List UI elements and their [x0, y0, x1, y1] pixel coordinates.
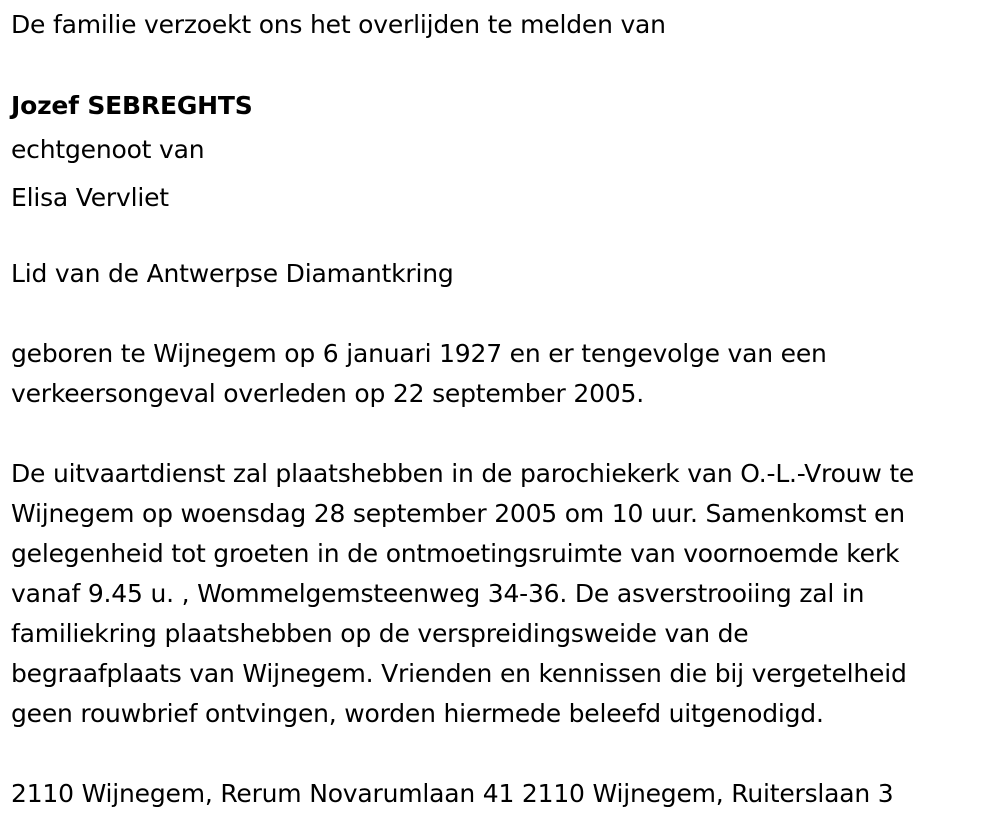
paragraph-line: geboren te Wijnegem op 6 januari 1927 en er tengevolge van een [11, 339, 827, 368]
paragraph-line: verkeersongeval overleden op 22 september 2005. [11, 379, 644, 408]
paragraph-line: De uitvaartdienst zal plaatshebben in de parochiekerk van O.-L.-Vrouw te [11, 459, 915, 488]
paragraph-line: Wijnegem op woensdag 28 september 2005 om 10 uur. Samenkomst en [11, 499, 905, 528]
paragraph-line: geen rouwbrief ontvingen, worden hiermede beleefd uitgenodigd. [11, 699, 824, 728]
intro-text: De familie verzoekt ons het overlijden te melden van [11, 10, 666, 39]
spouse-name: Elisa Vervliet [11, 183, 169, 212]
birth-death-paragraph [11, 334, 996, 414]
deceased-name: Jozef SEBREGHTS [11, 91, 253, 120]
address-text: 2110 Wijnegem, Rerum Novarumlaan 41 2110 Wijnegem, Ruiterslaan 3 [11, 779, 894, 808]
paragraph-line: familiekring plaatshebben op de verspreidingsweide van de [11, 619, 749, 648]
paragraph-line: gelegenheid tot groeten in de ontmoetingsruimte van voornoemde kerk [11, 539, 900, 568]
paragraph-line: vanaf 9.45 u. , Wommelgemsteenweg 34-36. De asverstrooiing zal in [11, 579, 865, 608]
death-notice [11, 0, 996, 814]
paragraph-line: begraafplaats van Wijnegem. Vrienden en kennissen die bij vergetelheid [11, 659, 907, 688]
funeral-paragraph [11, 454, 996, 734]
membership-text: Lid van de Antwerpse Diamantkring [11, 259, 454, 288]
relation-text: echtgenoot van [11, 135, 205, 164]
